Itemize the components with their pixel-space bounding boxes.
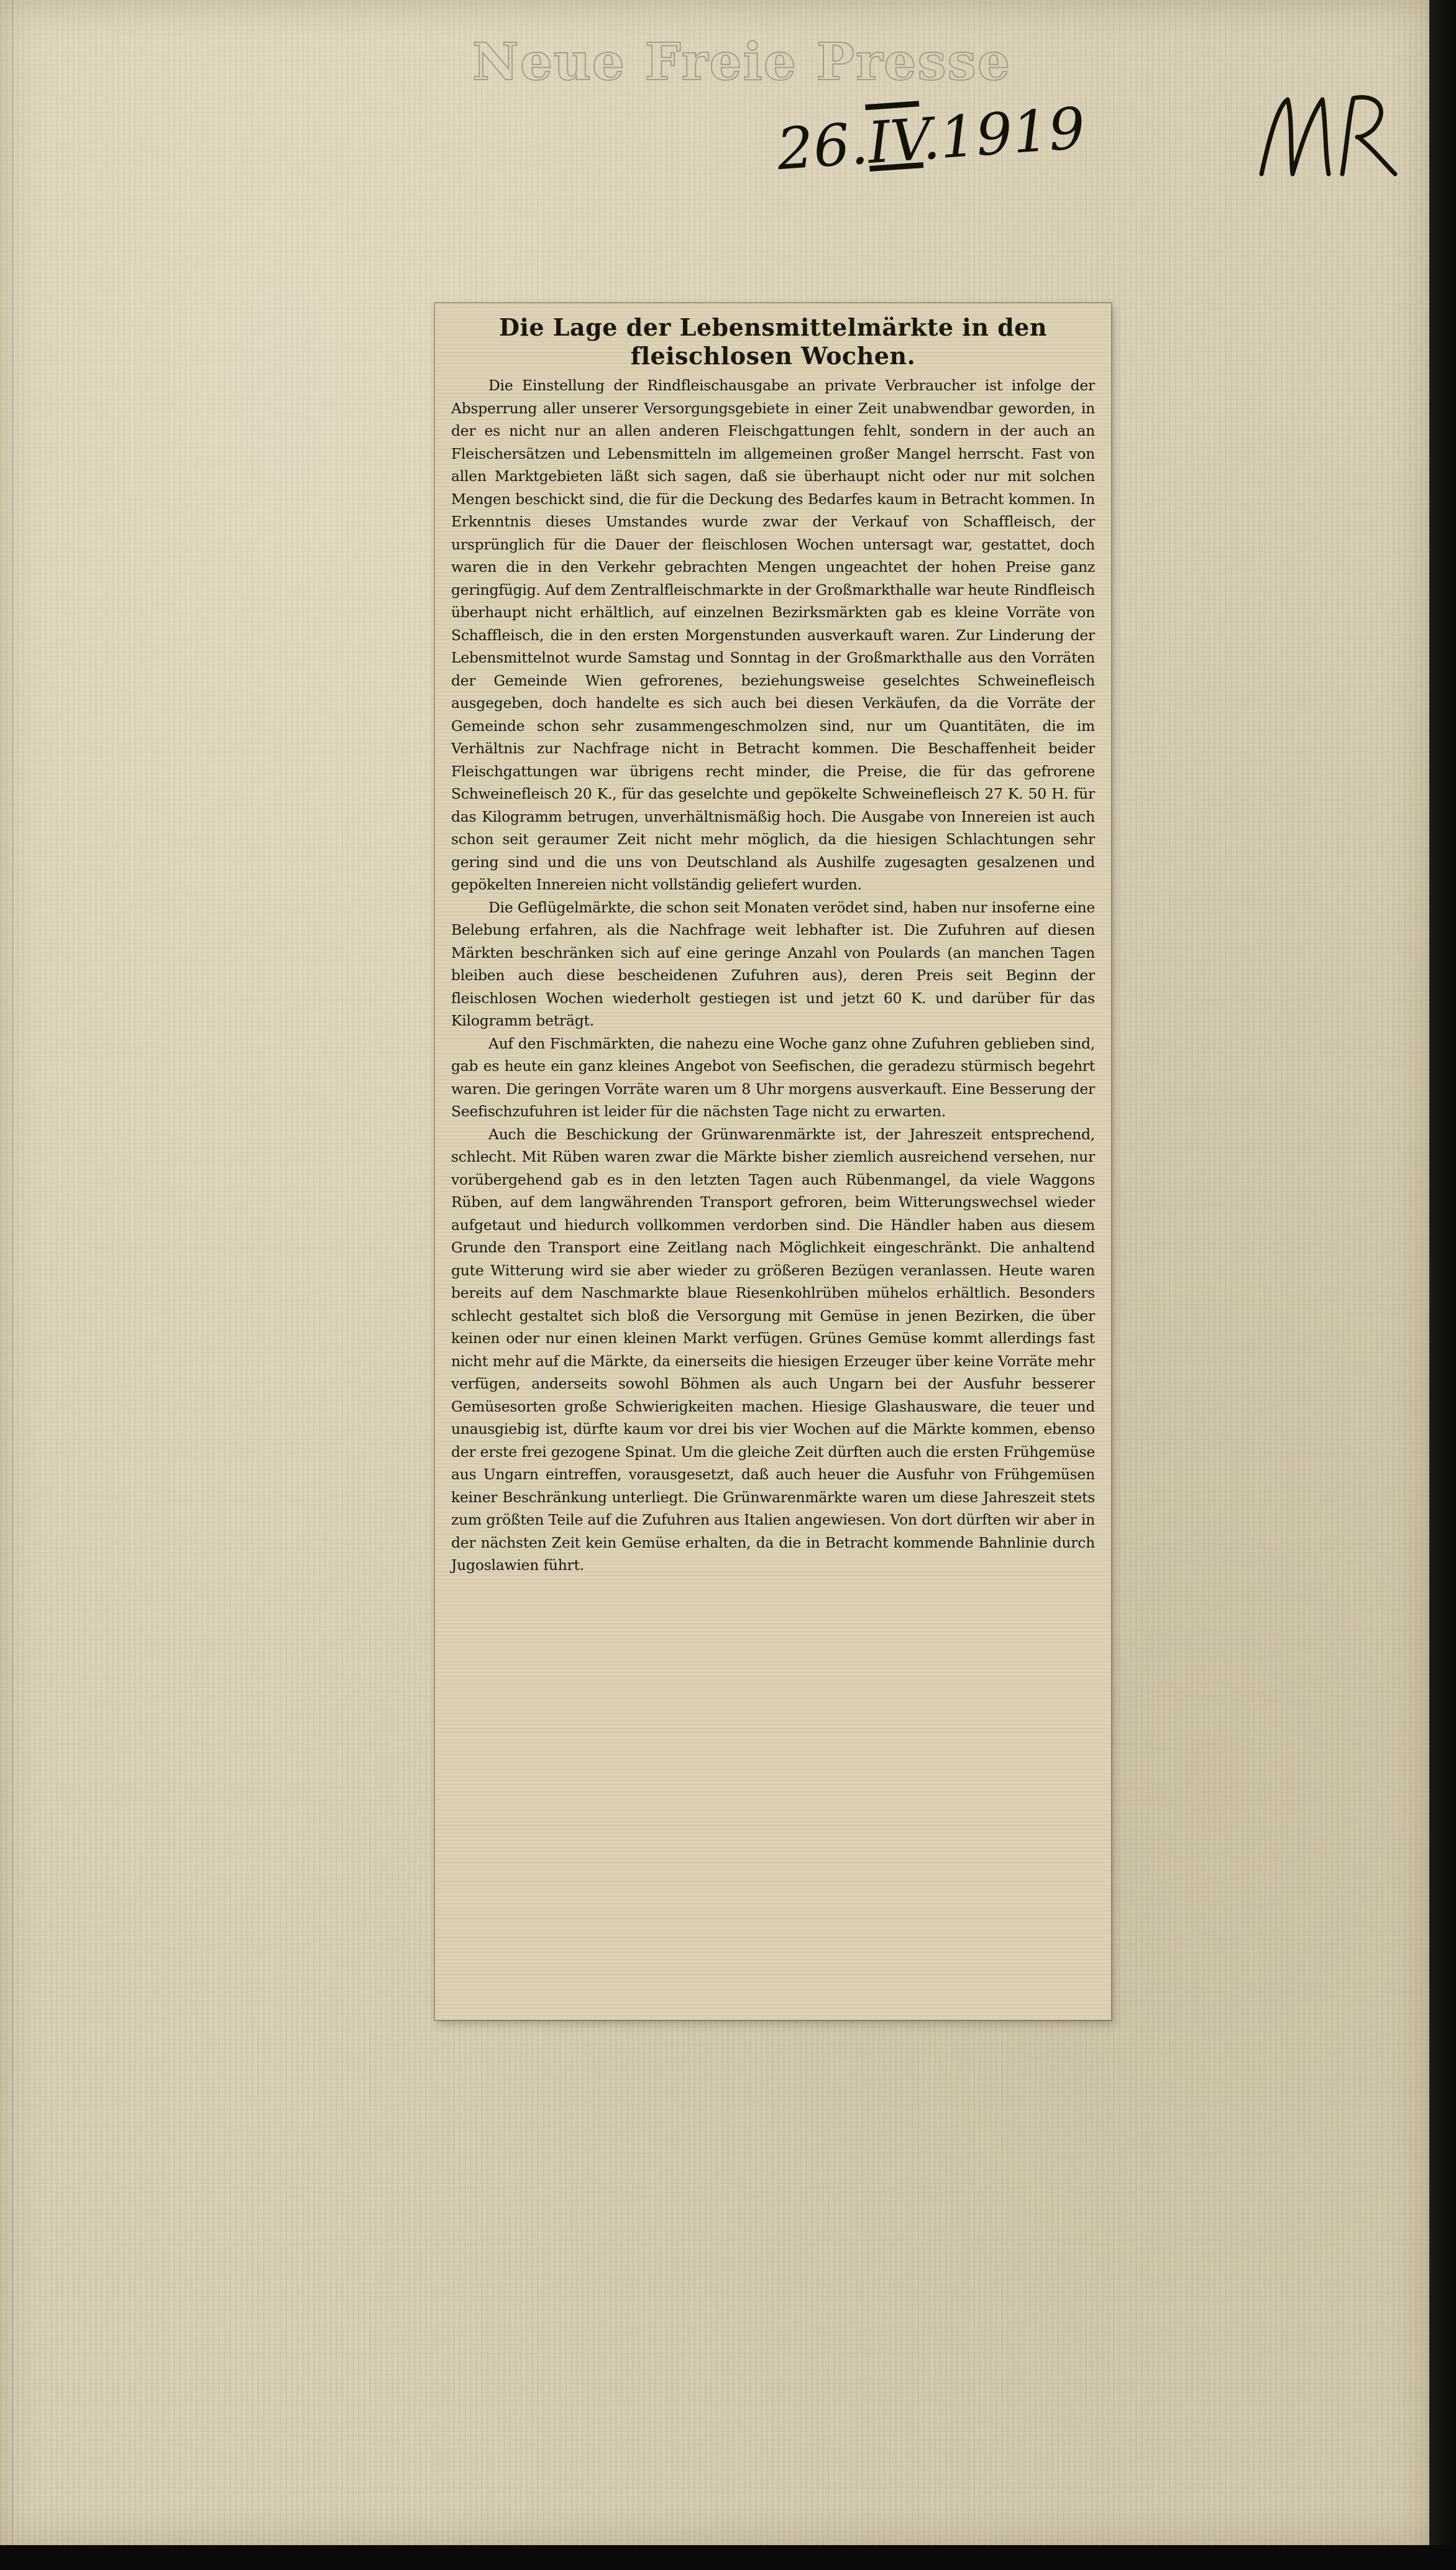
article-paragraph-1: Die Einstellung der Rindfleischausgabe an private Verbraucher ist infolge der Absperrung aller unserer Versorgungsgebiete in einer Zeit unabwendbar geworden, in der es nicht nur an allen anderen Fleischgattungen fehlt, sondern in der auch an Fleischersätzen und Lebensmitteln im allgemeinen großer Mangel herrscht. Fast von allen Marktgebieten läßt sich sagen, daß sie überhaupt nicht oder nur mit solchen Mengen beschickt sind, die für die Deckung des Bedarfes kaum in Betracht kommen. In Erkenntnis dieses Umstandes wurde zwar der Verkauf von Schaffleisch, der ursprünglich für die Dauer der fleischlosen Wochen untersagt war, gestattet, doch waren die in den Verkehr gebrachten Mengen ungeachtet der hohen Preise ganz geringfügig. Auf dem Zentralfleischmarkte in der Großmarkthalle war heute Rindfleisch überhaupt nicht erhältlich, auf einzelnen Bezirksmärkten gab es kleine Vorräte von Schaffleisch, die in den ersten Morgenstunden ausverkauft waren. Zur Linderung der Lebensmittelnot wurde Samstag und Sonntag in der Großmarkthalle aus den Vorräten der Gemeinde Wien gefrorenes, beziehungsweise geselchtes Schweinefleisch ausgegeben, doch handelte es sich auch bei diesen Verkäufen, da die Vorräte der Gemeinde schon sehr zusammengeschmolzen sind, nur um Quantitäten, die im Verhältnis zur Nachfrage nicht in Betracht kommen. Die Beschaffenheit beider Fleischgattungen war übrigens recht minder, die Preise, die für das gefrorene Schweinefleisch 20 K., für das geselchte und gepökelte Schweinefleisch 27 K. 50 H. für das Kilogramm betrugen, unverhältnismäßig hoch. Die Ausgabe von Innereien ist auch schon seit geraumer Zeit nicht mehr möglich, da die hiesigen Schlachtungen sehr gering sind und die uns von Deutschland als Aushilfe zugesagten gesalzenen und gepökelten Innereien nicht vollständig geliefert wurden.	[451, 377, 1095, 893]
article-headline: Die Lage der Lebensmittelmärkte in den fleischlosen Wochen.	[499, 313, 1047, 370]
article-paragraph-4: Auch die Beschickung der Grünwarenmärkte ist, der Jahreszeit entsprechend, schlecht. Mit Rüben waren zwar die Märkte bisher ziemlich ausreichend versehen, nur vorübergehend gab es in den letzten Tagen auch Rübenmangel, da viele Waggons Rüben, auf dem langwährenden Transport gefroren, beim Witterungswechsel wieder aufgetaut und hiedurch vollkommen verdorben sind. Die Händler haben aus diesem Grunde den Transport eine Zeitlang nach Möglichkeit eingeschränkt. Die anhaltend gute Witterung wird sie aber wieder zu größeren Bezügen veranlassen. Heute waren bereits auf dem Naschmarkte blaue Riesenkohlrüben mühelos erhältlich. Besonders schlecht gestaltet sich bloß die Versorgung mit Gemüse in jenen Bezirken, die über keinen oder nur einen kleinen Markt verfügen. Grünes Gemüse kommt allerdings fast nicht mehr auf die Märkte, da einerseits die hiesigen Erzeuger über keine Vorräte mehr verfügen, anderseits sowohl Böhmen als auch Ungarn bei der Ausfuhr besserer Gemüsesorten große Schwierigkeiten machen. Hiesige Glashausware, die teuer und unausgiebig ist, dürfte kaum vor drei bis vier Wochen auf die Märkte kommen, ebenso der erste frei gezogene Spinat. Um die gleiche Zeit dürften auch die ersten Frühgemüse aus Ungarn eintreffen, vorausgesetzt, daß auch heuer die Ausfuhr von Frühgemüsen keiner Beschränkung unterliegt. Die Grünwarenmärkte waren um diese Jahreszeit stets zum größten Teile auf die Zufuhren aus Italien angewiesen. Von dort dürften wir aber in der nächsten Zeit kein Gemüse erhalten, da die in Betracht kommende Bahnlinie durch Jugoslawien führt.	[451, 1125, 1095, 1574]
newspaper-clipping	[435, 303, 1111, 2020]
article-paragraph-2: Die Geflügelmärkte, die schon seit Monaten verödet sind, haben nur insoferne eine Belebung erfahren, als die Nachfrage weit lebhafter ist. Die Zufuhren auf diesen Märkten beschränken sich auf eine geringe Anzahl von Poulards (an manchen Tagen bleiben auch diese bescheidenen Zufuhren aus), deren Preis seit Beginn der fleischlosen Wochen wiederholt gestiegen ist und jetzt 60 K. und darüber für das Kilogramm beträgt.	[451, 898, 1095, 1029]
date-month: IV	[865, 106, 924, 177]
date-day: 26.	[774, 110, 871, 183]
article-paragraph-3: Auf den Fischmärkten, die nahezu eine Woche ganz ohne Zufuhren geblieben sind, gab es heute ein ganz kleines Angebot von Seefischen, die geradezu stürmisch begehrt waren. Die geringen Vorräte waren um 8 Uhr morgens ausverkauft. Eine Besserung der Seefischzufuhren ist leider für die nächsten Tage nicht zu erwarten.	[451, 1034, 1095, 1120]
handwritten-date	[775, 95, 1087, 183]
handwritten-initials-mark	[1249, 81, 1404, 193]
scan-border-bottom	[0, 2545, 1456, 2570]
date-year: .1919	[919, 94, 1087, 173]
sheet-edge-shadow	[12, 0, 15, 2545]
newspaper-name-stamp: Neue Freie Presse	[472, 32, 1012, 92]
scan-border-right	[1429, 0, 1456, 2570]
